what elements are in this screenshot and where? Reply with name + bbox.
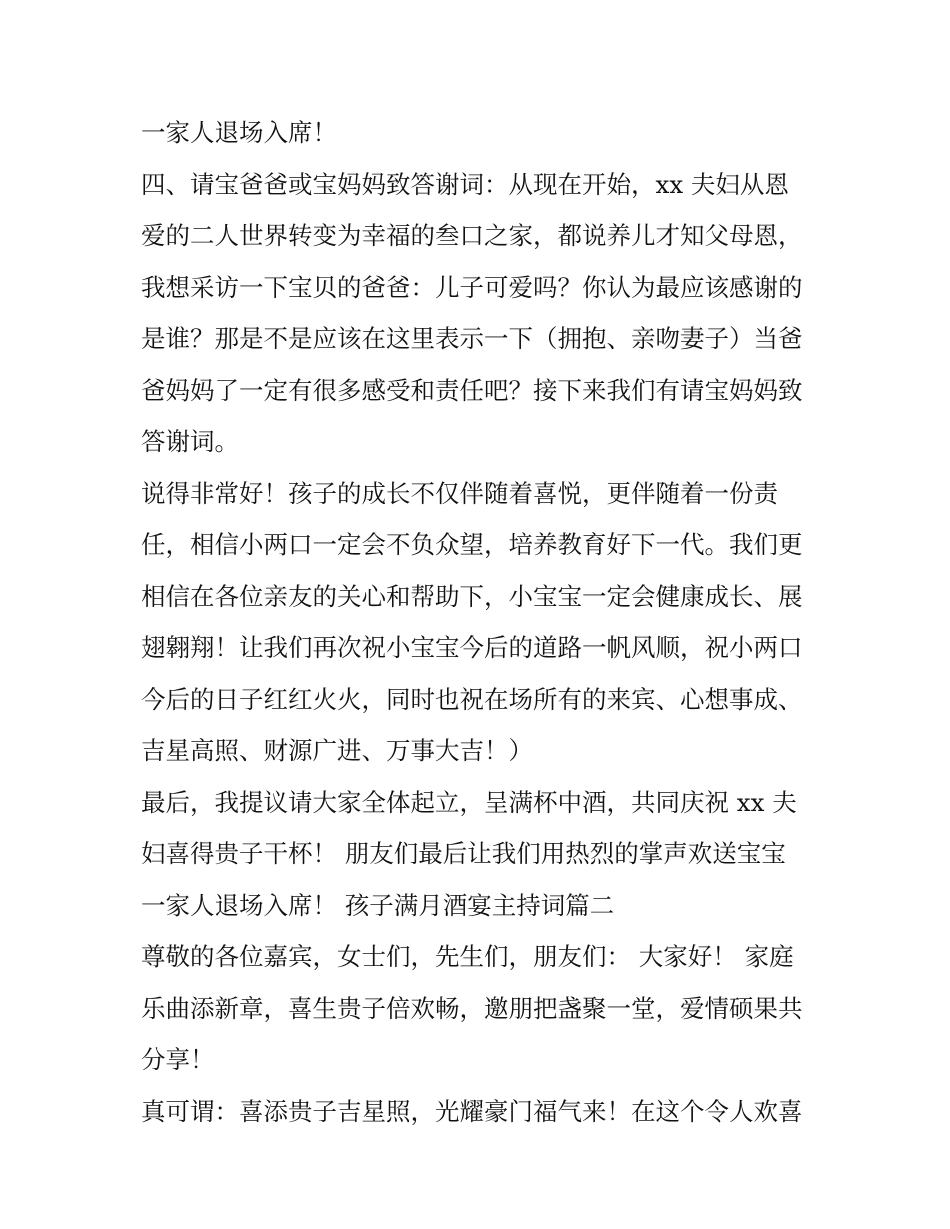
document-body	[141, 107, 821, 1137]
text-line: 尊敬的各位嘉宾，女士们，先生们，朋友们： 大家好！ 家庭	[141, 942, 794, 971]
text-line: 我想采访一下宝贝的爸爸：儿子可爱吗？你认为最应该感谢的	[141, 272, 803, 302]
text-line: 一家人退场入席！ 孩子满月酒宴主持词篇二	[141, 890, 615, 920]
text-line: 妇喜得贵子干杯！ 朋友们最后让我们用热烈的掌声欢送宝宝	[141, 839, 786, 868]
text-line: 是谁？那是不是应该在这里表示一下（拥抱、亲吻妻子）当爸	[141, 324, 803, 353]
text-line: 一家人退场入席！	[141, 118, 337, 147]
text-line: 翅翱翔！让我们再次祝小宝宝今后的道路一帆风顺，祝小两口	[141, 633, 803, 662]
text-line: 说得非常好！孩子的成长不仅伴随着喜悦，更伴随着一份责	[141, 478, 778, 508]
text-line: 爸妈妈了一定有很多感受和责任吧？接下来我们有请宝妈妈致	[141, 375, 803, 405]
text-line: 四、请宝爸爸或宝妈妈致答谢词：从现在开始，xx 夫妇从恩	[141, 169, 789, 199]
text-line: 最后，我提议请大家全体起立，呈满杯中酒，共同庆祝 xx 夫	[141, 787, 797, 817]
text-line: 相信在各位亲友的关心和帮助下，小宝宝一定会健康成长、展	[141, 581, 803, 611]
text-line: 爱的二人世界转变为幸福的叁口之家，都说养儿才知父母恩，	[141, 221, 803, 250]
text-line: 吉星高照、财源广进、万事大吉！）	[141, 736, 533, 765]
text-line: 任，相信小两口一定会不负众望，培养教育好下一代。我们更	[141, 530, 803, 559]
text-line: 真可谓：喜添贵子吉星照，光耀豪门福气来！在这个令人欢喜	[141, 1096, 803, 1126]
text-line: 答谢词。	[141, 427, 239, 456]
text-line: 乐曲添新章，喜生贵子倍欢畅，邀朋把盏聚一堂，爱情硕果共	[141, 993, 803, 1023]
text-line: 分享！	[141, 1045, 215, 1074]
text-line: 今后的日子红红火火，同时也祝在场所有的来宾、心想事成、	[141, 684, 803, 714]
